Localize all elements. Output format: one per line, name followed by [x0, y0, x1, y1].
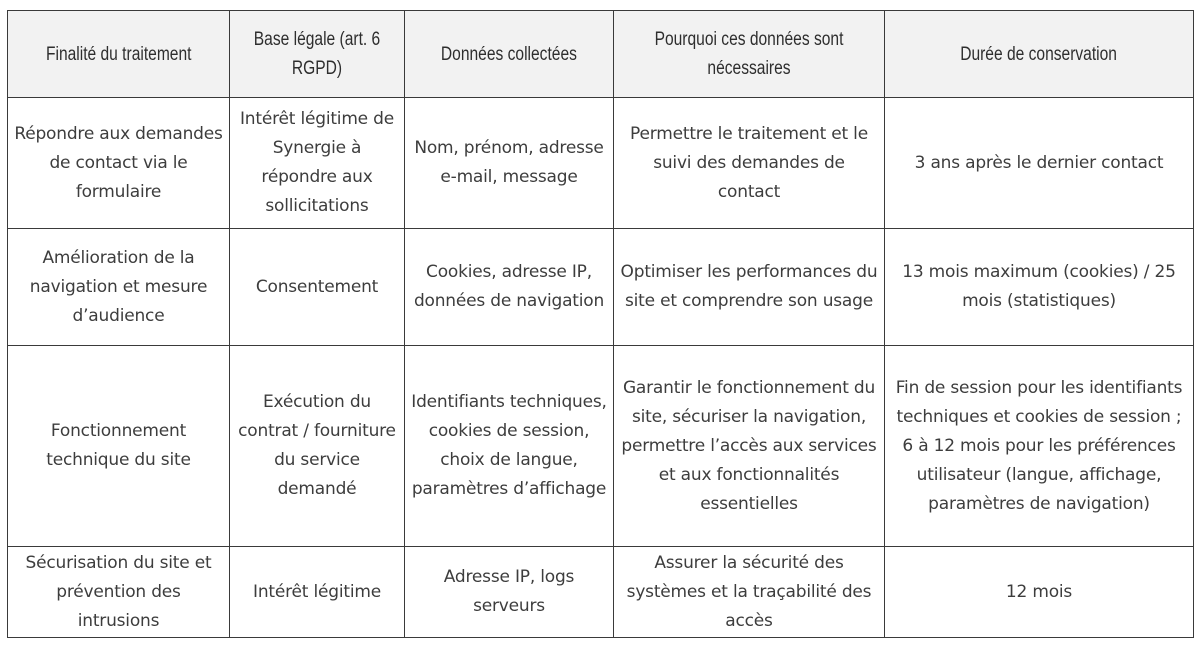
table-row: [8, 547, 1194, 638]
rgpd-processing-table: [7, 10, 1194, 638]
cell-legal-basis: Intérêt légitime de Synergie à répondre aux sollicitations: [230, 98, 405, 229]
table-header: [8, 11, 1194, 98]
cell-data-collected: Identifiants techniques, cookies de session, choix de langue, paramètres d’affichage: [405, 346, 614, 547]
cell-retention: 13 mois maximum (cookies) / 25 mois (statistiques): [885, 229, 1194, 346]
table-body: [8, 98, 1194, 638]
cell-why-needed: Garantir le fonctionnement du site, sécuriser la navigation, permettre l’accès aux services et aux fonctionnalités essentielles: [614, 346, 885, 547]
cell-purpose: Amélioration de la navigation et mesure d’audience: [8, 229, 230, 346]
header-purpose: Finalité du traitement: [8, 11, 230, 98]
cell-data-collected: Cookies, adresse IP, données de navigation: [405, 229, 614, 346]
table-row: [8, 98, 1194, 229]
cell-retention: 12 mois: [885, 547, 1194, 638]
cell-purpose: Sécurisation du site et prévention des intrusions: [8, 547, 230, 638]
cell-retention: Fin de session pour les identifiants techniques et cookies de session ; 6 à 12 mois pour les préférences utilisateur (langue, affichage, paramètres de navigation): [885, 346, 1194, 547]
header-retention: Durée de conservation: [885, 11, 1194, 98]
cell-data-collected: Nom, prénom, adresse e-mail, message: [405, 98, 614, 229]
header-legal-basis: Base légale (art. 6 RGPD): [230, 11, 405, 98]
header-row: [8, 11, 1194, 98]
cell-legal-basis: Exécution du contrat / fourniture du service demandé: [230, 346, 405, 547]
cell-data-collected: Adresse IP, logs serveurs: [405, 547, 614, 638]
cell-why-needed: Permettre le traitement et le suivi des demandes de contact: [614, 98, 885, 229]
cell-legal-basis: Intérêt légitime: [230, 547, 405, 638]
cell-why-needed: Optimiser les performances du site et comprendre son usage: [614, 229, 885, 346]
cell-retention: 3 ans après le dernier contact: [885, 98, 1194, 229]
cell-purpose: Fonctionnement technique du site: [8, 346, 230, 547]
table-row: [8, 346, 1194, 547]
header-data-collected: Données collectées: [405, 11, 614, 98]
cell-legal-basis: Consentement: [230, 229, 405, 346]
header-why-needed: Pourquoi ces données sont nécessaires: [614, 11, 885, 98]
cell-why-needed: Assurer la sécurité des systèmes et la traçabilité des accès: [614, 547, 885, 638]
table-row: [8, 229, 1194, 346]
cell-purpose: Répondre aux demandes de contact via le formulaire: [8, 98, 230, 229]
